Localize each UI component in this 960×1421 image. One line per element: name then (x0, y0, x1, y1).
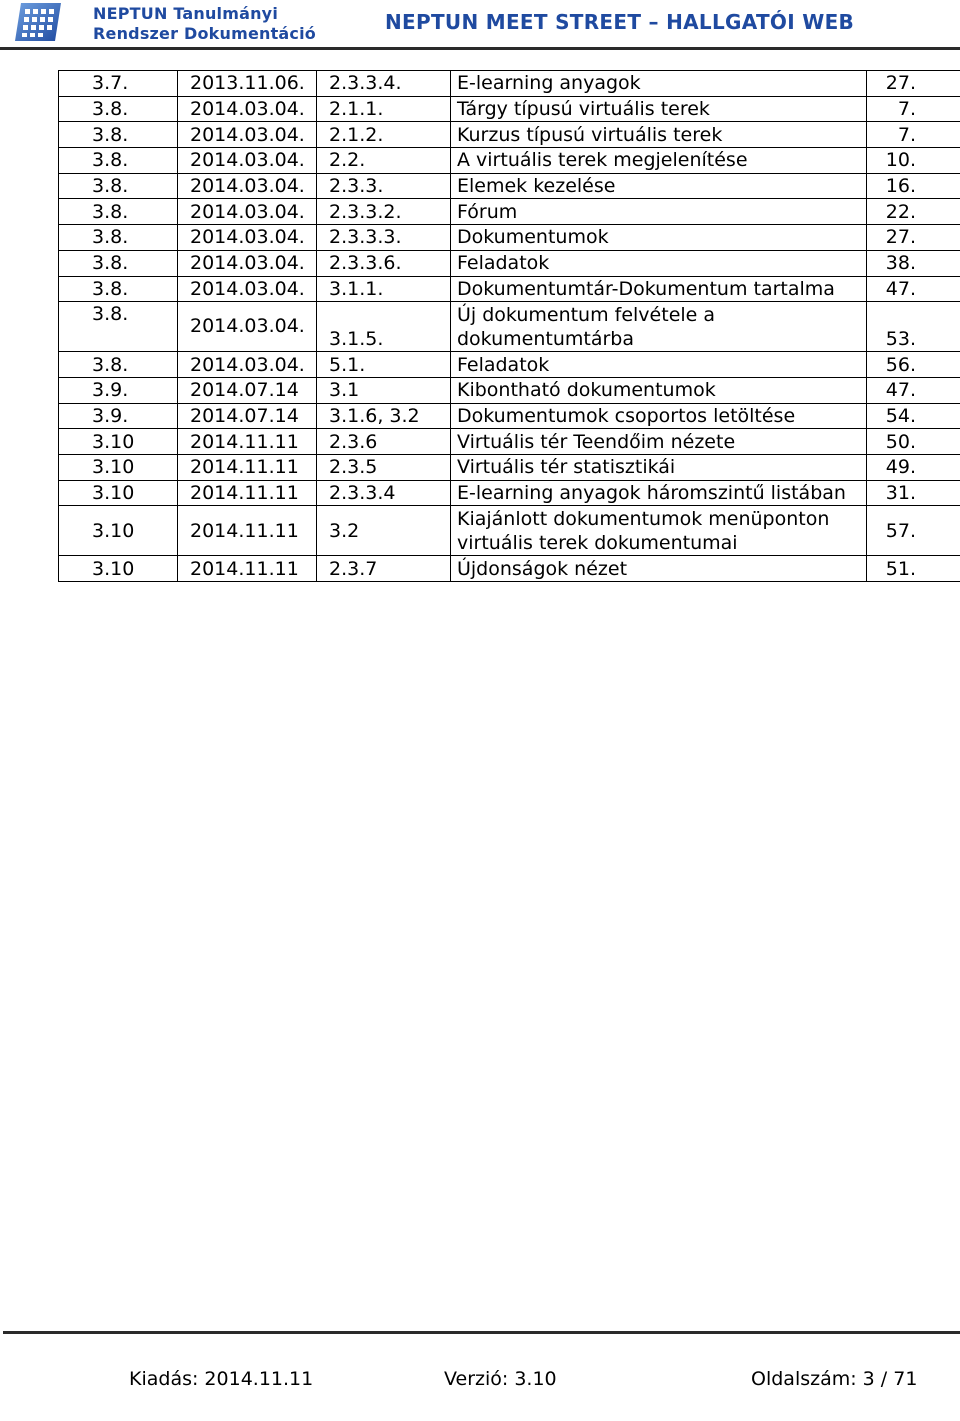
version-cell: 3.8. (59, 276, 178, 302)
date-cell: 2014.03.04. (178, 122, 317, 148)
table-row (59, 199, 960, 225)
description-cell: Dokumentumok csoportos letöltése (451, 403, 867, 429)
issue-date: Kiadás: 2014.11.11 (129, 1368, 314, 1390)
date-cell: 2014.03.04. (178, 225, 317, 251)
page-cell: 47. (867, 276, 960, 302)
table-row (59, 302, 960, 352)
chapter-cell: 2.3.3.6. (317, 250, 451, 276)
page-number: Oldalszám: 3 / 71 (751, 1368, 918, 1390)
chapter-cell: 2.2. (317, 148, 451, 174)
brand-line-1: NEPTUN Tanulmányi (93, 4, 279, 23)
date-cell: 2014.03.04. (178, 199, 317, 225)
table-row (59, 173, 960, 199)
chapter-cell: 2.3.3.4 (317, 480, 451, 506)
version-cell: 3.8. (59, 250, 178, 276)
version-cell: 3.8. (59, 122, 178, 148)
description-cell: Virtuális tér Teendőim nézete (451, 429, 867, 455)
date-cell: 2014.11.11 (178, 429, 317, 455)
table-row (59, 429, 960, 455)
version-cell: 3.8. (59, 173, 178, 199)
chapter-cell: 3.1.5. (317, 302, 451, 352)
chapter-cell: 2.3.7 (317, 556, 451, 582)
date-cell: 2014.03.04. (178, 148, 317, 174)
chapter-cell: 2.3.3. (317, 173, 451, 199)
page-cell: 47. (867, 377, 960, 403)
version-cell: 3.10 (59, 454, 178, 480)
page-cell: 50. (867, 429, 960, 455)
description-cell: E-learning anyagok háromszintű listában (451, 480, 867, 506)
description-cell: Fórum (451, 199, 867, 225)
description-line: dokumentumtárba (457, 327, 634, 350)
description-cell: Dokumentumtár-Dokumentum tartalma (451, 276, 867, 302)
table-row (59, 403, 960, 429)
description-cell: Újdonságok nézet (451, 556, 867, 582)
page-cell: 49. (867, 454, 960, 480)
date-cell: 2014.07.14 (178, 377, 317, 403)
table-row (59, 71, 960, 97)
description-line: Kiajánlott dokumentumok menüponton (457, 507, 830, 530)
date-cell: 2014.03.04. (178, 352, 317, 378)
chapter-cell: 3.1.1. (317, 276, 451, 302)
description-cell (451, 506, 867, 556)
neptun-logo-icon (13, 1, 63, 43)
chapter-cell: 2.3.3.3. (317, 225, 451, 251)
table-row (59, 250, 960, 276)
revision-table-body (59, 71, 960, 582)
date-cell: 2014.11.11 (178, 454, 317, 480)
page-cell: 27. (867, 225, 960, 251)
description-line: Új dokumentum felvétele a (457, 303, 716, 326)
version-number: Verzió: 3.10 (444, 1368, 557, 1390)
table-row (59, 225, 960, 251)
document-title: NEPTUN MEET STREET – HALLGATÓI WEB (385, 10, 855, 34)
table-row (59, 96, 960, 122)
brand-name (93, 4, 316, 44)
table-row (59, 352, 960, 378)
page-cell: 51. (867, 556, 960, 582)
page-cell: 53. (867, 302, 960, 352)
description-cell: Kibontható dokumentumok (451, 377, 867, 403)
table-row (59, 122, 960, 148)
version-cell: 3.10 (59, 429, 178, 455)
chapter-cell: 3.1.6, 3.2 (317, 403, 451, 429)
version-cell: 3.7. (59, 71, 178, 97)
description-cell (451, 302, 867, 352)
page-cell: 56. (867, 352, 960, 378)
chapter-cell: 2.1.1. (317, 96, 451, 122)
revision-table (58, 70, 960, 582)
chapter-cell: 2.3.6 (317, 429, 451, 455)
version-cell: 3.8. (59, 352, 178, 378)
version-cell: 3.8. (59, 148, 178, 174)
page-cell: 7. (867, 122, 960, 148)
page-cell: 54. (867, 403, 960, 429)
version-cell: 3.10 (59, 480, 178, 506)
chapter-cell: 2.3.5 (317, 454, 451, 480)
table-row (59, 556, 960, 582)
table-row (59, 480, 960, 506)
date-cell: 2014.11.11 (178, 506, 317, 556)
page-cell: 31. (867, 480, 960, 506)
version-cell: 3.8. (59, 302, 178, 352)
description-cell: Virtuális tér statisztikái (451, 454, 867, 480)
chapter-cell: 2.3.3.4. (317, 71, 451, 97)
description-cell: E-learning anyagok (451, 71, 867, 97)
chapter-cell: 3.1 (317, 377, 451, 403)
table-row (59, 454, 960, 480)
description-cell: Tárgy típusú virtuális terek (451, 96, 867, 122)
description-line: virtuális terek dokumentumai (457, 531, 738, 554)
page-header (0, 0, 960, 52)
header-divider (0, 47, 960, 50)
page-cell: 38. (867, 250, 960, 276)
page-cell: 57. (867, 506, 960, 556)
version-cell: 3.9. (59, 377, 178, 403)
page-cell: 10. (867, 148, 960, 174)
version-cell: 3.10 (59, 556, 178, 582)
version-cell: 3.8. (59, 96, 178, 122)
table-row (59, 377, 960, 403)
date-cell: 2014.03.04. (178, 250, 317, 276)
date-cell: 2014.11.11 (178, 480, 317, 506)
date-cell: 2014.11.11 (178, 556, 317, 582)
brand-line-2: Rendszer Dokumentáció (93, 24, 316, 43)
version-cell: 3.8. (59, 225, 178, 251)
description-cell: Kurzus típusú virtuális terek (451, 122, 867, 148)
description-cell: A virtuális terek megjelenítése (451, 148, 867, 174)
version-cell: 3.8. (59, 199, 178, 225)
footer-divider (3, 1331, 960, 1334)
page-cell: 22. (867, 199, 960, 225)
version-cell: 3.10 (59, 506, 178, 556)
table-row (59, 148, 960, 174)
description-cell: Elemek kezelése (451, 173, 867, 199)
description-cell: Feladatok (451, 352, 867, 378)
version-cell: 3.9. (59, 403, 178, 429)
chapter-cell: 5.1. (317, 352, 451, 378)
date-cell: 2014.03.04. (178, 302, 317, 352)
description-cell: Dokumentumok (451, 225, 867, 251)
chapter-cell: 2.1.2. (317, 122, 451, 148)
page-cell: 16. (867, 173, 960, 199)
chapter-cell: 3.2 (317, 506, 451, 556)
table-row (59, 276, 960, 302)
date-cell: 2014.03.04. (178, 173, 317, 199)
date-cell: 2014.03.04. (178, 96, 317, 122)
date-cell: 2014.03.04. (178, 276, 317, 302)
page-cell: 27. (867, 71, 960, 97)
date-cell: 2014.07.14 (178, 403, 317, 429)
date-cell: 2013.11.06. (178, 71, 317, 97)
description-cell: Feladatok (451, 250, 867, 276)
chapter-cell: 2.3.3.2. (317, 199, 451, 225)
table-row (59, 506, 960, 556)
page-cell: 7. (867, 96, 960, 122)
